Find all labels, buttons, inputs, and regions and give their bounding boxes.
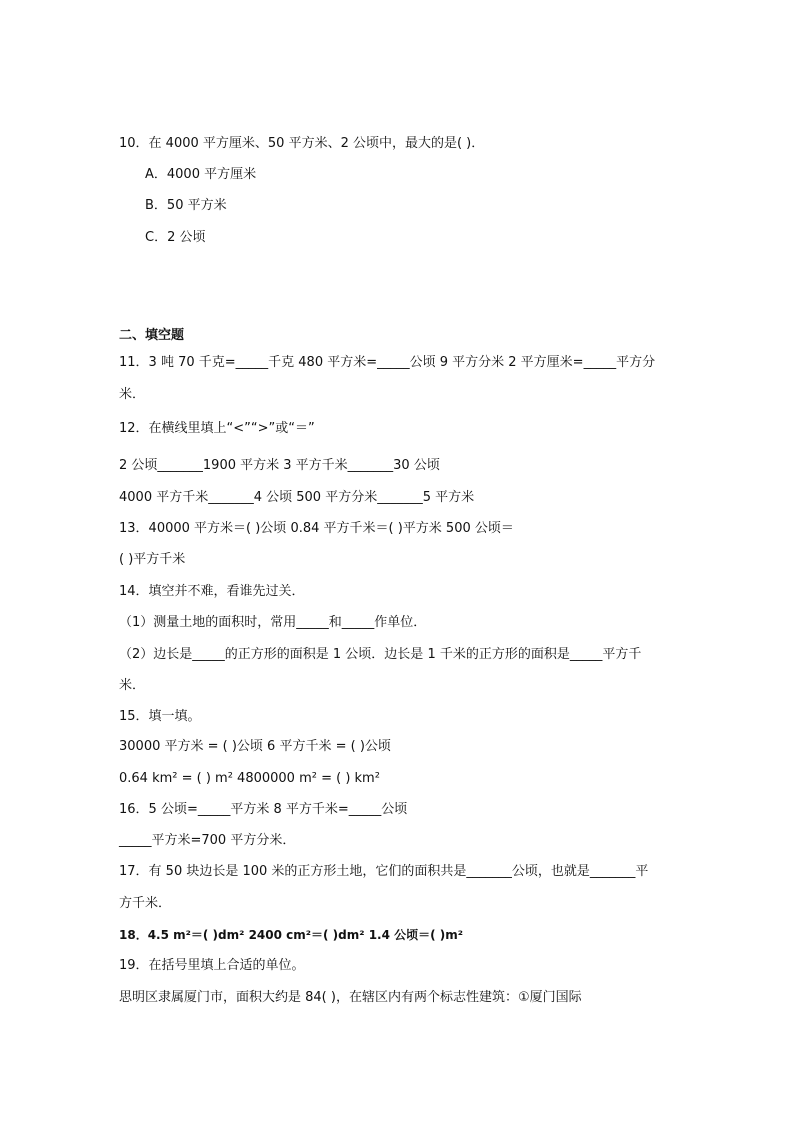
question-12-row-2: 4000 平方千米_______4 公顷 500 平方分米_______5 平方米: [119, 490, 475, 505]
question-19-line: 思明区隶属厦门市，面积大约是 84( )，在辖区内有两个标志性建筑：①厦门国际: [119, 990, 582, 1005]
question-19-stem: 19．在括号里填上合适的单位。: [119, 958, 305, 973]
question-17-line-1: 17．有 50 块边长是 100 米的正方形土地，它们的面积共是_______公顷，也就是_______平: [119, 864, 649, 879]
section-heading-fill-blank: 二、填空题: [119, 328, 185, 343]
question-16-line-1: 16．5 公顷=_____平方米 8 平方千米=_____公顷: [119, 802, 408, 817]
question-10-stem: 10．在 4000 平方厘米、50 平方米、2 公顷中，最大的是( )．: [119, 136, 485, 151]
question-17-line-2: 方千米．: [119, 896, 172, 911]
question-18: 18．4.5 m²＝( )dm² 2400 cm²＝( )dm² 1.4 公顷＝( )m²: [119, 928, 464, 942]
question-13-line-1: 13．40000 平方米＝( )公顷 0.84 平方千米＝( )平方米 500 公顷＝: [119, 521, 514, 536]
question-15-row-1: 30000 平方米 = ( )公顷 6 平方千米 = ( )公顷: [119, 739, 391, 754]
question-14-part-2: （2）边长是_____的正方形的面积是 1 公顷．边长是 1 千米的正方形的面积是_____平方千: [119, 647, 642, 662]
question-10-option-b: B．50 平方米: [145, 198, 227, 213]
question-15-stem: 15．填一填。: [119, 709, 201, 724]
question-15-row-2: 0.64 km² = ( ) m² 4800000 m² = ( ) km²: [119, 771, 380, 786]
question-13-line-2: ( )平方千米: [119, 552, 186, 567]
question-11-line-2: 米．: [119, 387, 146, 402]
question-12-row-1: 2 公顷_______1900 平方米 3 平方千米_______30 公顷: [119, 458, 440, 473]
question-12-stem: 12．在横线里填上“<”“>”或“＝”: [119, 421, 315, 436]
question-14-stem: 14．填空并不难，看谁先过关．: [119, 584, 305, 599]
question-10-option-c: C．2 公顷: [145, 230, 206, 245]
question-14-part-2-cont: 米．: [119, 678, 146, 693]
question-10-option-a: A．4000 平方厘米: [145, 167, 257, 182]
question-16-line-2: _____平方米=700 平方分米．: [119, 833, 296, 848]
question-14-part-1: （1）测量土地的面积时，常用_____和_____作单位．: [119, 615, 427, 630]
question-11-line-1: 11．3 吨 70 千克=_____千克 480 平方米=_____公顷 9 平方分米 2 平方厘米=_____平方分: [119, 355, 656, 370]
